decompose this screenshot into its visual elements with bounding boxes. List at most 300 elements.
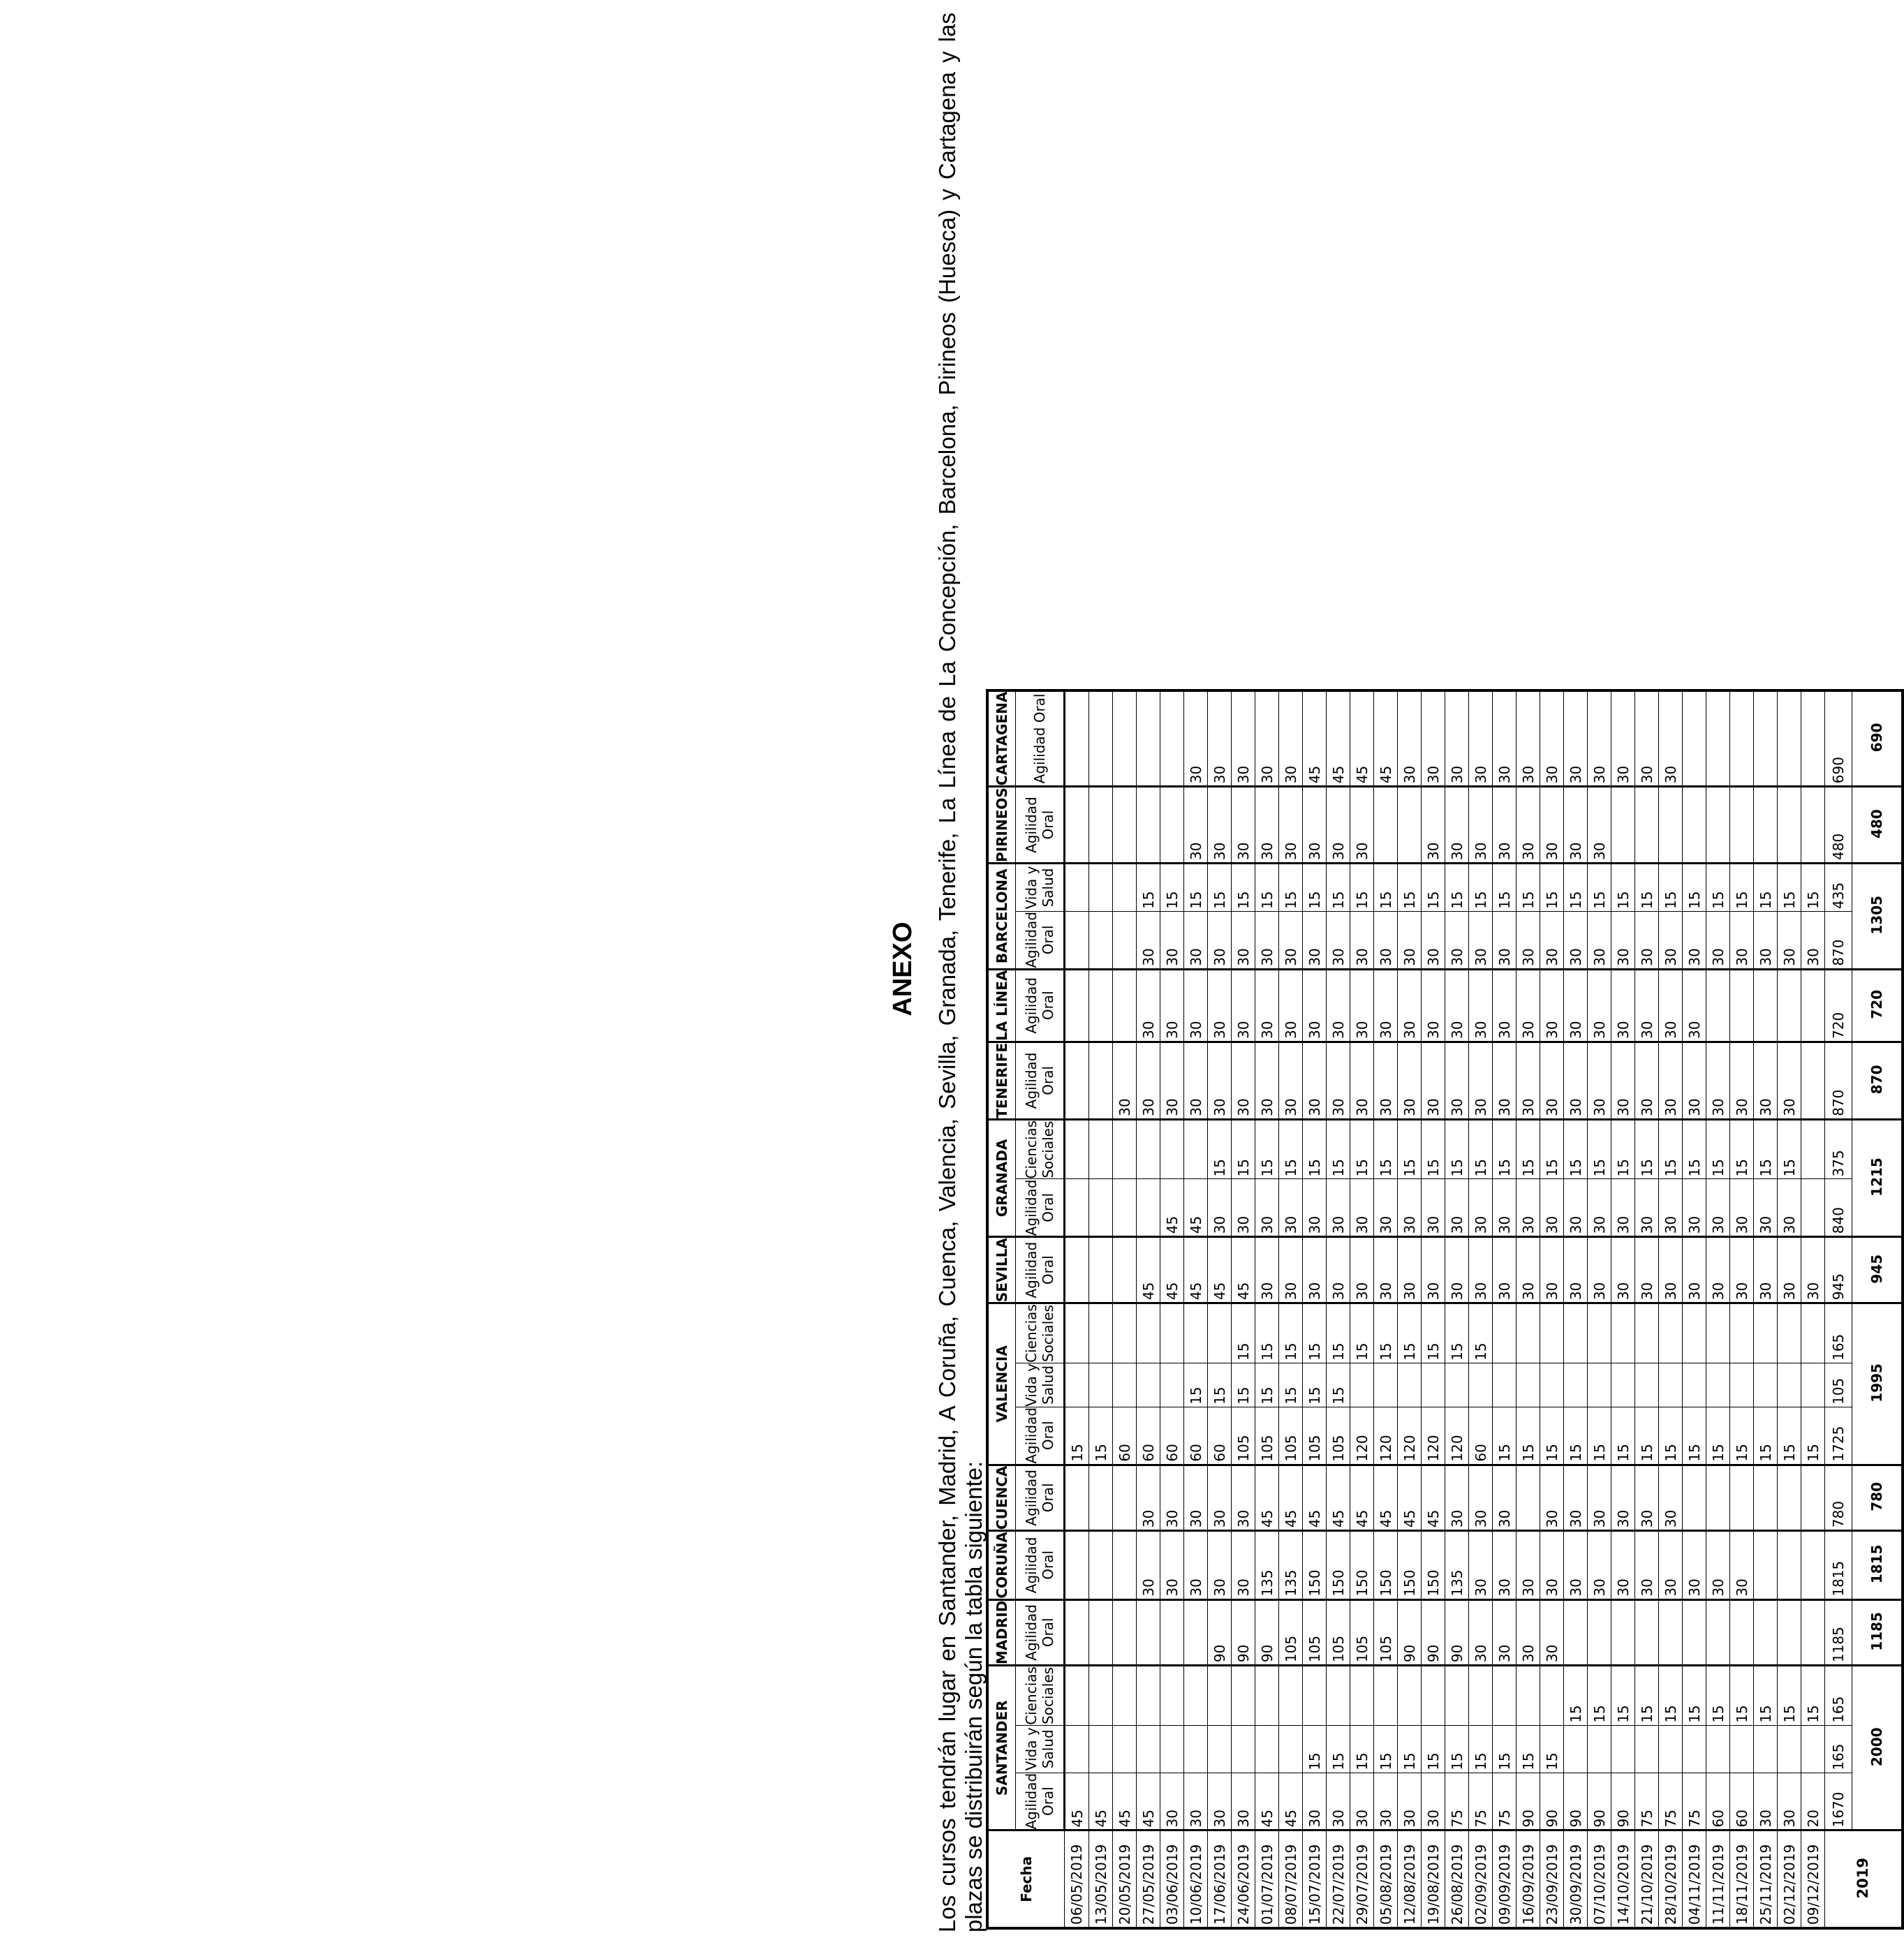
- grand-total-cell: 870: [1852, 1042, 1903, 1119]
- value-cell: [1493, 1363, 1516, 1407]
- table-row: [1160, 690, 1184, 1928]
- value-cell: 15: [1611, 1666, 1635, 1726]
- value-cell: 15: [1801, 1666, 1825, 1726]
- value-cell: 30: [1137, 911, 1160, 969]
- value-cell: 30: [1327, 1179, 1350, 1237]
- value-cell: [1065, 969, 1089, 1042]
- table-row: [1422, 690, 1445, 1928]
- value-cell: 30: [1232, 1042, 1255, 1119]
- value-cell: [1493, 1303, 1516, 1363]
- value-cell: 15: [1469, 863, 1493, 911]
- value-cell: 30: [1398, 911, 1422, 969]
- value-cell: [1184, 1119, 1208, 1179]
- value-cell: [1588, 1363, 1611, 1407]
- value-cell: 30: [1422, 690, 1445, 787]
- value-cell: 105: [1232, 1407, 1255, 1465]
- value-cell: 30: [1516, 690, 1540, 787]
- value-cell: 15: [1730, 1407, 1754, 1465]
- value-cell: 30: [1327, 911, 1350, 969]
- value-cell: [1137, 1119, 1160, 1179]
- value-cell: [1493, 1666, 1516, 1726]
- value-cell: 15: [1493, 863, 1516, 911]
- value-cell: [1516, 1363, 1540, 1407]
- table-row: [1730, 690, 1754, 1928]
- value-cell: 30: [1516, 969, 1540, 1042]
- value-cell: [1706, 969, 1730, 1042]
- value-cell: 15: [1706, 1119, 1730, 1179]
- date-cell: 07/10/2019: [1588, 1830, 1611, 1928]
- value-cell: 30: [1564, 1237, 1588, 1303]
- value-cell: 15: [1730, 1666, 1754, 1726]
- value-cell: 15: [1445, 863, 1469, 911]
- value-cell: [1659, 1599, 1683, 1665]
- value-cell: 15: [1469, 1725, 1493, 1773]
- date-cell: 26/08/2019: [1445, 1830, 1469, 1928]
- value-cell: [1065, 1363, 1089, 1407]
- table-row: [1611, 690, 1635, 1928]
- value-cell: 45: [1113, 1773, 1137, 1830]
- subtotal-cell: 480: [1825, 787, 1852, 864]
- table-row: [1683, 690, 1706, 1928]
- value-cell: 15: [1706, 1666, 1730, 1726]
- value-cell: 30: [1540, 690, 1564, 787]
- value-cell: 30: [1635, 911, 1659, 969]
- value-cell: 45: [1065, 1773, 1089, 1830]
- value-cell: 30: [1208, 1179, 1232, 1237]
- value-cell: 75: [1469, 1773, 1493, 1830]
- value-cell: 30: [1754, 1237, 1778, 1303]
- value-cell: 15: [1350, 1725, 1374, 1773]
- value-cell: [1564, 1599, 1588, 1665]
- subtotal-cell: 720: [1825, 969, 1852, 1042]
- value-cell: [1422, 1363, 1445, 1407]
- value-cell: [1089, 1042, 1113, 1119]
- value-cell: 30: [1493, 1465, 1516, 1530]
- value-cell: 15: [1588, 1119, 1611, 1179]
- table-row: [1493, 690, 1516, 1928]
- subtotal-cell: 870: [1825, 1042, 1852, 1119]
- value-cell: 30: [1493, 1179, 1516, 1237]
- value-cell: 15: [1778, 1119, 1801, 1179]
- subject-header: Ciencias Sociales: [1016, 1666, 1065, 1726]
- value-cell: 15: [1754, 1119, 1778, 1179]
- value-cell: 15: [1659, 863, 1683, 911]
- value-cell: 30: [1208, 969, 1232, 1042]
- city-header: GRANADA: [987, 1119, 1016, 1236]
- subject-header: Agilidad Oral: [1016, 787, 1065, 864]
- value-cell: 30: [1588, 1179, 1611, 1237]
- value-cell: 30: [1232, 969, 1255, 1042]
- table-row: [1564, 690, 1588, 1928]
- grand-total-cell: 1995: [1852, 1303, 1903, 1465]
- value-cell: 30: [1160, 911, 1184, 969]
- value-cell: 15: [1279, 1303, 1303, 1363]
- value-cell: [1137, 1666, 1160, 1726]
- value-cell: 30: [1683, 1042, 1706, 1119]
- value-cell: [1113, 787, 1137, 864]
- value-cell: [1564, 1303, 1588, 1363]
- value-cell: 15: [1516, 1725, 1540, 1773]
- value-cell: [1469, 1666, 1493, 1726]
- value-cell: 60: [1706, 1773, 1730, 1830]
- date-cell: 03/06/2019: [1160, 1830, 1184, 1928]
- value-cell: 15: [1422, 1725, 1445, 1773]
- value-cell: 105: [1374, 1599, 1398, 1665]
- page-title: ANEXO: [888, 922, 917, 1016]
- value-cell: [1232, 1666, 1255, 1726]
- value-cell: [1089, 1666, 1113, 1726]
- value-cell: 30: [1398, 1773, 1422, 1830]
- value-cell: 45: [1350, 1465, 1374, 1530]
- value-cell: 30: [1635, 1465, 1659, 1530]
- subject-header: Vida y Salud: [1016, 863, 1065, 911]
- value-cell: 30: [1422, 969, 1445, 1042]
- table-row: [1232, 690, 1255, 1928]
- value-cell: [1113, 690, 1137, 787]
- value-cell: 30: [1540, 969, 1564, 1042]
- value-cell: [1113, 1119, 1137, 1179]
- value-cell: [1065, 911, 1089, 969]
- value-cell: 30: [1374, 1237, 1398, 1303]
- value-cell: 30: [1659, 911, 1683, 969]
- value-cell: [1160, 1666, 1184, 1726]
- value-cell: [1778, 690, 1801, 787]
- value-cell: [1208, 1303, 1232, 1363]
- value-cell: [1801, 1363, 1825, 1407]
- subject-header: Vida y Salud: [1016, 1363, 1065, 1407]
- value-cell: 30: [1255, 1179, 1279, 1237]
- value-cell: 30: [1564, 1042, 1588, 1119]
- value-cell: 15: [1683, 1666, 1706, 1726]
- value-cell: 15: [1303, 1303, 1327, 1363]
- value-cell: 30: [1588, 1042, 1611, 1119]
- value-cell: 15: [1540, 1725, 1564, 1773]
- value-cell: 30: [1635, 690, 1659, 787]
- value-cell: 30: [1232, 911, 1255, 969]
- value-cell: 30: [1540, 911, 1564, 969]
- value-cell: 105: [1327, 1407, 1350, 1465]
- date-cell: 09/12/2019: [1801, 1830, 1825, 1928]
- value-cell: 15: [1350, 1119, 1374, 1179]
- value-cell: [1160, 690, 1184, 787]
- value-cell: [1208, 1725, 1232, 1773]
- value-cell: 15: [1516, 1407, 1540, 1465]
- value-cell: 30: [1516, 1042, 1540, 1119]
- value-cell: 30: [1445, 787, 1469, 864]
- value-cell: [1374, 1363, 1398, 1407]
- value-cell: 30: [1279, 1042, 1303, 1119]
- value-cell: 90: [1611, 1773, 1635, 1830]
- value-cell: 45: [1374, 690, 1398, 787]
- value-cell: 15: [1398, 1303, 1422, 1363]
- value-cell: [1089, 1363, 1113, 1407]
- value-cell: 15: [1635, 1407, 1659, 1465]
- city-header: SANTANDER: [987, 1666, 1016, 1830]
- value-cell: 30: [1160, 1465, 1184, 1530]
- grand-total-cell: 1185: [1852, 1599, 1903, 1665]
- value-cell: [1730, 1363, 1754, 1407]
- value-cell: 30: [1303, 787, 1327, 864]
- value-cell: 30: [1160, 1042, 1184, 1119]
- value-cell: 150: [1422, 1531, 1445, 1600]
- value-cell: 30: [1184, 1465, 1208, 1530]
- value-cell: 30: [1540, 1237, 1564, 1303]
- value-cell: [1160, 1599, 1184, 1665]
- value-cell: 45: [1303, 690, 1327, 787]
- table-row: [1540, 690, 1564, 1928]
- value-cell: [1611, 1725, 1635, 1773]
- value-cell: [1089, 1303, 1113, 1363]
- value-cell: 30: [1255, 1042, 1279, 1119]
- value-cell: 30: [1588, 1531, 1611, 1600]
- value-cell: 30: [1611, 969, 1635, 1042]
- value-cell: [1683, 1599, 1706, 1665]
- value-cell: 30: [1706, 1237, 1730, 1303]
- value-cell: 15: [1089, 1407, 1113, 1465]
- date-cell: 21/10/2019: [1635, 1830, 1659, 1928]
- value-cell: 15: [1706, 1407, 1730, 1465]
- value-cell: 75: [1445, 1773, 1469, 1830]
- value-cell: 30: [1255, 969, 1279, 1042]
- value-cell: 15: [1564, 1666, 1588, 1726]
- subtotal-cell: 165: [1825, 1725, 1852, 1773]
- value-cell: 30: [1232, 690, 1255, 787]
- header-cities-row: [987, 690, 1016, 1928]
- value-cell: 30: [1374, 1179, 1398, 1237]
- value-cell: [1754, 1363, 1778, 1407]
- value-cell: [1706, 1363, 1730, 1407]
- value-cell: 30: [1516, 1237, 1540, 1303]
- value-cell: 15: [1160, 863, 1184, 911]
- value-cell: 30: [1564, 690, 1588, 787]
- value-cell: 15: [1683, 863, 1706, 911]
- value-cell: 45: [1184, 1237, 1208, 1303]
- value-cell: [1730, 1303, 1754, 1363]
- value-cell: 15: [1398, 1119, 1422, 1179]
- subject-header: Agilidad Oral: [1016, 690, 1065, 787]
- value-cell: 30: [1184, 911, 1208, 969]
- value-cell: 30: [1422, 1042, 1445, 1119]
- value-cell: 30: [1778, 1042, 1801, 1119]
- value-cell: 15: [1422, 863, 1445, 911]
- value-cell: 60: [1160, 1407, 1184, 1465]
- value-cell: [1611, 1599, 1635, 1665]
- value-cell: 30: [1611, 1531, 1635, 1600]
- value-cell: [1137, 1363, 1160, 1407]
- value-cell: 15: [1611, 863, 1635, 911]
- value-cell: 45: [1422, 1465, 1445, 1530]
- value-cell: [1754, 1303, 1778, 1363]
- value-cell: 15: [1635, 1666, 1659, 1726]
- value-cell: 30: [1469, 911, 1493, 969]
- value-cell: 30: [1564, 911, 1588, 969]
- value-cell: [1706, 1465, 1730, 1530]
- subject-header: Agilidad Oral: [1016, 1237, 1065, 1303]
- value-cell: [1279, 1725, 1303, 1773]
- value-cell: 120: [1445, 1407, 1469, 1465]
- value-cell: [1160, 1725, 1184, 1773]
- value-cell: [1801, 1725, 1825, 1773]
- city-header: BARCELONA: [987, 863, 1016, 969]
- value-cell: [1706, 787, 1730, 864]
- value-cell: 30: [1350, 787, 1374, 864]
- value-cell: 30: [1516, 911, 1540, 969]
- value-cell: 30: [1564, 787, 1588, 864]
- value-cell: [1255, 1666, 1279, 1726]
- value-cell: 30: [1516, 1531, 1540, 1600]
- value-cell: [1089, 969, 1113, 1042]
- value-cell: 15: [1683, 1407, 1706, 1465]
- value-cell: 30: [1422, 1773, 1445, 1830]
- value-cell: [1564, 1363, 1588, 1407]
- value-cell: 120: [1398, 1407, 1422, 1465]
- value-cell: [1659, 787, 1683, 864]
- date-cell: 12/08/2019: [1398, 1830, 1422, 1928]
- value-cell: 15: [1516, 863, 1540, 911]
- value-cell: 30: [1232, 1531, 1255, 1600]
- value-cell: 15: [1255, 863, 1279, 911]
- value-cell: [1113, 1666, 1137, 1726]
- value-cell: 30: [1469, 1465, 1493, 1530]
- value-cell: 15: [1754, 863, 1778, 911]
- date-cell: 24/06/2019: [1232, 1830, 1255, 1928]
- table-row: [1635, 690, 1659, 1928]
- date-cell: 29/07/2019: [1350, 1830, 1374, 1928]
- value-cell: [1540, 1303, 1564, 1363]
- value-cell: 30: [1540, 1531, 1564, 1600]
- value-cell: [1754, 1599, 1778, 1665]
- value-cell: 90: [1540, 1773, 1564, 1830]
- value-cell: 30: [1635, 1237, 1659, 1303]
- value-cell: 30: [1184, 787, 1208, 864]
- table-row: [1801, 690, 1825, 1928]
- value-cell: 30: [1327, 1237, 1350, 1303]
- value-cell: 30: [1184, 1773, 1208, 1830]
- subtotal-cell: 945: [1825, 1237, 1852, 1303]
- fecha-header: Fecha: [987, 1830, 1065, 1928]
- value-cell: 45: [1327, 690, 1350, 787]
- value-cell: [1327, 1666, 1350, 1726]
- table-row: [1469, 690, 1493, 1928]
- date-cell: 23/09/2019: [1540, 1830, 1564, 1928]
- value-cell: [1801, 1119, 1825, 1179]
- value-cell: 30: [1683, 1237, 1706, 1303]
- value-cell: 15: [1303, 1725, 1327, 1773]
- value-cell: 15: [1232, 863, 1255, 911]
- table-row: [1374, 690, 1398, 1928]
- value-cell: 15: [1208, 1119, 1232, 1179]
- value-cell: 30: [1778, 1237, 1801, 1303]
- value-cell: 30: [1611, 1179, 1635, 1237]
- value-cell: 30: [1730, 1531, 1754, 1600]
- value-cell: 30: [1611, 911, 1635, 969]
- value-cell: 30: [1445, 911, 1469, 969]
- value-cell: 30: [1184, 1531, 1208, 1600]
- value-cell: 15: [1255, 1119, 1279, 1179]
- grand-total-cell: 2000: [1852, 1666, 1903, 1830]
- value-cell: 30: [1588, 911, 1611, 969]
- value-cell: 20: [1801, 1773, 1825, 1830]
- subject-header: Ciencias Sociales: [1016, 1303, 1065, 1363]
- value-cell: 30: [1540, 1042, 1564, 1119]
- value-cell: [1065, 1119, 1089, 1179]
- value-cell: 15: [1754, 1666, 1778, 1726]
- value-cell: [1255, 1725, 1279, 1773]
- date-cell: 15/07/2019: [1303, 1830, 1327, 1928]
- value-cell: 30: [1279, 1179, 1303, 1237]
- subtotal-cell: 375: [1825, 1119, 1852, 1179]
- value-cell: 30: [1445, 969, 1469, 1042]
- value-cell: [1754, 787, 1778, 864]
- value-cell: 45: [1160, 1237, 1184, 1303]
- subtotal-cell: 840: [1825, 1179, 1852, 1237]
- value-cell: 30: [1422, 787, 1445, 864]
- value-cell: 45: [1350, 690, 1374, 787]
- value-cell: [1374, 1666, 1398, 1726]
- subtotal-cell: 870: [1825, 911, 1852, 969]
- value-cell: [1730, 1599, 1754, 1665]
- value-cell: 15: [1445, 1303, 1469, 1363]
- value-cell: 30: [1232, 1773, 1255, 1830]
- city-header: LA LÍNEA: [987, 969, 1016, 1042]
- value-cell: [1635, 1303, 1659, 1363]
- value-cell: 30: [1255, 911, 1279, 969]
- value-cell: 15: [1564, 1119, 1588, 1179]
- value-cell: 30: [1184, 969, 1208, 1042]
- value-cell: 15: [1659, 1666, 1683, 1726]
- subtotal-cell: 1670: [1825, 1773, 1852, 1830]
- value-cell: 15: [1635, 863, 1659, 911]
- table-row: [1089, 690, 1113, 1928]
- value-cell: 30: [1469, 1599, 1493, 1665]
- value-cell: [1683, 690, 1706, 787]
- value-cell: 30: [1493, 1237, 1516, 1303]
- value-cell: 30: [1659, 1179, 1683, 1237]
- grand-total-cell: 1305: [1852, 863, 1903, 969]
- table-row: [1255, 690, 1279, 1928]
- subject-header: Agilidad Oral: [1016, 1531, 1065, 1600]
- header-subjects-row: [1016, 690, 1065, 1928]
- grand-total-cell: 1815: [1852, 1531, 1903, 1600]
- value-cell: 30: [1469, 1531, 1493, 1600]
- date-cell: 05/08/2019: [1374, 1830, 1398, 1928]
- grand-total-cell: 780: [1852, 1465, 1903, 1530]
- value-cell: [1137, 1303, 1160, 1363]
- value-cell: 105: [1255, 1407, 1279, 1465]
- city-header: MADRID: [987, 1599, 1016, 1665]
- value-cell: 45: [1137, 1237, 1160, 1303]
- value-cell: [1683, 1725, 1706, 1773]
- value-cell: 15: [1279, 863, 1303, 911]
- value-cell: 30: [1754, 1042, 1778, 1119]
- value-cell: 15: [1493, 1119, 1516, 1179]
- value-cell: 30: [1113, 1042, 1137, 1119]
- date-cell: 02/12/2019: [1778, 1830, 1801, 1928]
- value-cell: 30: [1350, 911, 1374, 969]
- value-cell: [1398, 787, 1422, 864]
- value-cell: 15: [1588, 1666, 1611, 1726]
- value-cell: [1706, 1303, 1730, 1363]
- value-cell: 15: [1184, 863, 1208, 911]
- value-cell: 15: [1303, 863, 1327, 911]
- value-cell: 30: [1184, 690, 1208, 787]
- value-cell: 15: [1232, 1303, 1255, 1363]
- value-cell: [1113, 1725, 1137, 1773]
- value-cell: 30: [1350, 1179, 1374, 1237]
- subtotal-cell: 165: [1825, 1303, 1852, 1363]
- value-cell: 30: [1398, 1179, 1422, 1237]
- value-cell: 30: [1255, 787, 1279, 864]
